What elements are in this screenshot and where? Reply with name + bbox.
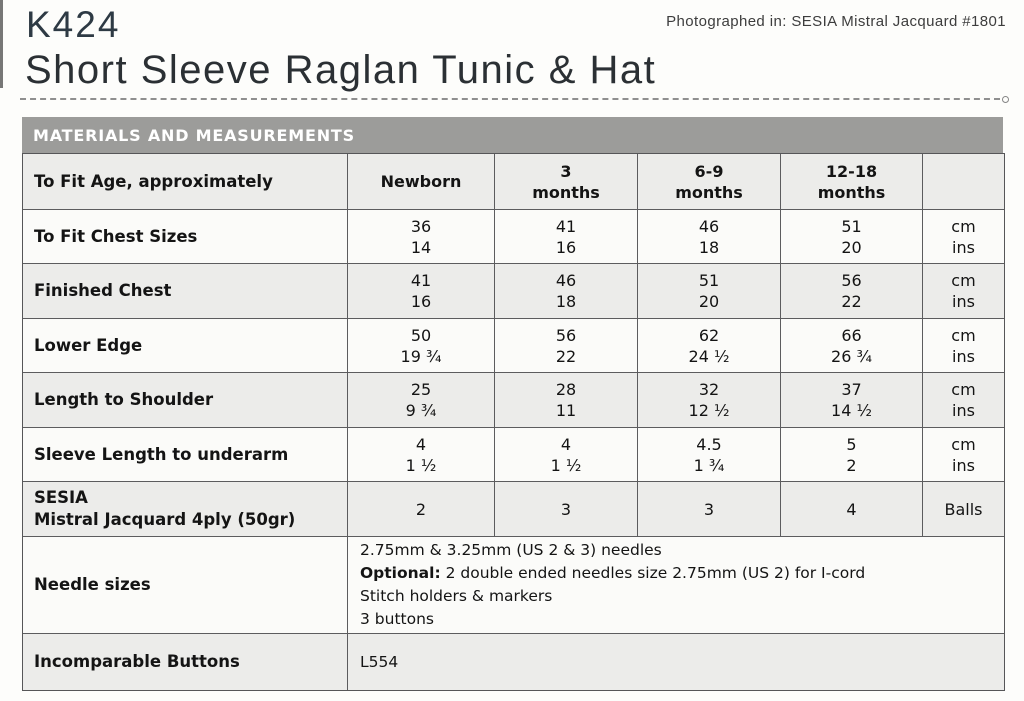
unit-ins: ins [952, 401, 975, 420]
unit-ins: ins [952, 455, 975, 475]
value-ins: 19 ¾ [400, 346, 442, 366]
value-cm: 56 [555, 325, 577, 345]
row-label-text: To Fit Age, approximately [34, 171, 273, 191]
table-cell [495, 210, 638, 264]
units-header-empty [923, 154, 1004, 210]
row-label-to-fit-age [23, 154, 348, 210]
value-cm: 41 [555, 216, 577, 236]
yarn-name: Mistral Jacquard 4ply (50gr) [34, 510, 296, 529]
unit-cm: cm [951, 216, 976, 236]
pattern-code: K424 [26, 4, 121, 45]
value-ins: 18 [555, 292, 577, 311]
units-cell [923, 319, 1004, 373]
table-cell [495, 319, 638, 373]
table-cell [781, 482, 923, 537]
value-ins: 22 [555, 346, 577, 366]
buttons-code: L554 [360, 652, 399, 671]
unit-cm: cm [951, 325, 976, 345]
table-cell [781, 264, 923, 319]
value-cm: 28 [555, 380, 577, 399]
balls-count: 4 [846, 499, 857, 519]
value-ins: 11 [555, 401, 577, 420]
size-header-3-months [495, 154, 638, 210]
needle-sizes-cell [348, 537, 1004, 634]
units-cell [923, 210, 1004, 264]
value-ins: 12 ½ [688, 401, 730, 420]
row-label-yarn [23, 482, 348, 537]
page-title: Short Sleeve Raglan Tunic & Hat [25, 48, 657, 92]
size-header-12-18-months [781, 154, 923, 210]
size-header-text: 6-9 [694, 161, 724, 181]
row-label-finished-chest [23, 264, 348, 319]
row-label-length-to-shoulder [23, 373, 348, 428]
table-cell [781, 210, 923, 264]
table-cell [781, 373, 923, 428]
unit-balls: Balls [944, 499, 983, 519]
table-cell [348, 482, 495, 537]
value-cm: 51 [841, 216, 862, 236]
value-cm: 36 [410, 216, 432, 236]
needle-line: Stitch holders & markers [360, 587, 553, 605]
value-cm: 51 [698, 271, 720, 290]
row-label-text: Needle sizes [34, 575, 151, 594]
table-cell [638, 373, 781, 428]
table-cell [495, 264, 638, 319]
dashed-divider [20, 98, 1000, 100]
value-cm: 50 [410, 325, 432, 345]
needle-line: 3 buttons [360, 610, 434, 628]
needle-line: 2.75mm & 3.25mm (US 2 & 3) needles [360, 541, 662, 559]
value-cm: 4.5 [696, 434, 722, 454]
scan-edge-artifact [0, 0, 3, 88]
value-ins: 18 [698, 237, 720, 257]
value-cm: 37 [841, 380, 862, 399]
table-cell [495, 482, 638, 537]
size-header-text: months [817, 182, 886, 202]
table-cell [638, 482, 781, 537]
value-ins: 9 ¾ [405, 401, 437, 420]
row-label-text: To Fit Chest Sizes [34, 226, 198, 246]
balls-count: 2 [415, 499, 427, 519]
row-label-buttons [23, 634, 348, 690]
table-cell [781, 428, 923, 482]
row-label-text: Incomparable Buttons [34, 652, 240, 671]
value-ins: 14 ½ [831, 401, 872, 420]
row-label-sleeve-length [23, 428, 348, 482]
value-cm: 4 [560, 434, 572, 454]
value-ins: 20 [841, 237, 862, 257]
value-ins: 20 [698, 292, 720, 311]
units-cell [923, 373, 1004, 428]
value-cm: 66 [841, 325, 862, 345]
yarn-brand: SESIA [34, 488, 88, 507]
row-label-text: Sleeve Length to underarm [34, 444, 289, 464]
value-ins: 16 [555, 237, 577, 257]
value-cm: 5 [846, 434, 857, 454]
value-ins: 1 ½ [405, 455, 437, 475]
unit-ins: ins [952, 292, 975, 311]
units-cell [923, 264, 1004, 319]
section-header-bar [22, 117, 1003, 153]
size-header-text: 3 [560, 161, 572, 181]
value-ins: 1 ½ [550, 455, 582, 475]
balls-count: 3 [703, 499, 715, 519]
value-ins: 14 [410, 237, 432, 257]
value-cm: 46 [698, 216, 720, 236]
table-cell [638, 319, 781, 373]
size-header-text: Newborn [380, 172, 462, 191]
balls-count: 3 [560, 499, 572, 519]
table-cell [638, 210, 781, 264]
needle-line-optional [360, 562, 865, 585]
value-cm: 41 [410, 271, 432, 290]
row-label-text: Finished Chest [34, 281, 172, 300]
size-header-text: months [675, 182, 743, 202]
value-cm: 25 [410, 380, 432, 399]
photo-credit: Photographed in: SESIA Mistral Jacquard #1801 [666, 13, 1006, 30]
measurements-table [22, 153, 1005, 691]
unit-ins: ins [952, 346, 975, 366]
size-header-text: 12-18 [825, 161, 878, 181]
value-cm: 62 [698, 325, 720, 345]
value-ins: 1 ¾ [693, 455, 725, 475]
table-cell [495, 373, 638, 428]
value-cm: 4 [415, 434, 427, 454]
unit-ins: ins [952, 237, 975, 257]
value-cm: 46 [555, 271, 577, 290]
value-ins: 16 [410, 292, 432, 311]
unit-cm: cm [951, 271, 976, 290]
table-cell [348, 319, 495, 373]
row-label-to-fit-chest [23, 210, 348, 264]
units-cell [923, 428, 1004, 482]
buttons-code-cell [348, 634, 1004, 690]
table-cell [638, 264, 781, 319]
size-header-6-9-months [638, 154, 781, 210]
optional-text: 2 double ended needles size 2.75mm (US 2) for I-cord [440, 564, 866, 582]
row-label-needle-sizes [23, 537, 348, 634]
value-cm: 56 [841, 271, 862, 290]
size-header-text: months [532, 182, 600, 202]
unit-cm: cm [951, 434, 976, 454]
size-header-newborn [348, 154, 495, 210]
table-cell [348, 428, 495, 482]
table-cell [638, 428, 781, 482]
value-ins: 2 [846, 455, 857, 475]
section-title: MATERIALS AND MEASUREMENTS [33, 125, 355, 145]
table-cell [348, 210, 495, 264]
divider-end-ring [1002, 96, 1009, 103]
value-cm: 32 [698, 380, 720, 399]
value-ins: 26 ¾ [831, 346, 872, 366]
value-ins: 22 [841, 292, 862, 311]
units-cell [923, 482, 1004, 537]
row-label-text: Lower Edge [34, 335, 143, 355]
row-label-lower-edge [23, 319, 348, 373]
table-cell [348, 264, 495, 319]
table-cell [495, 428, 638, 482]
table-cell [781, 319, 923, 373]
optional-label: Optional: [360, 564, 441, 582]
row-label-text: Length to Shoulder [34, 390, 214, 409]
table-cell [348, 373, 495, 428]
unit-cm: cm [951, 380, 976, 399]
value-ins: 24 ½ [688, 346, 730, 366]
